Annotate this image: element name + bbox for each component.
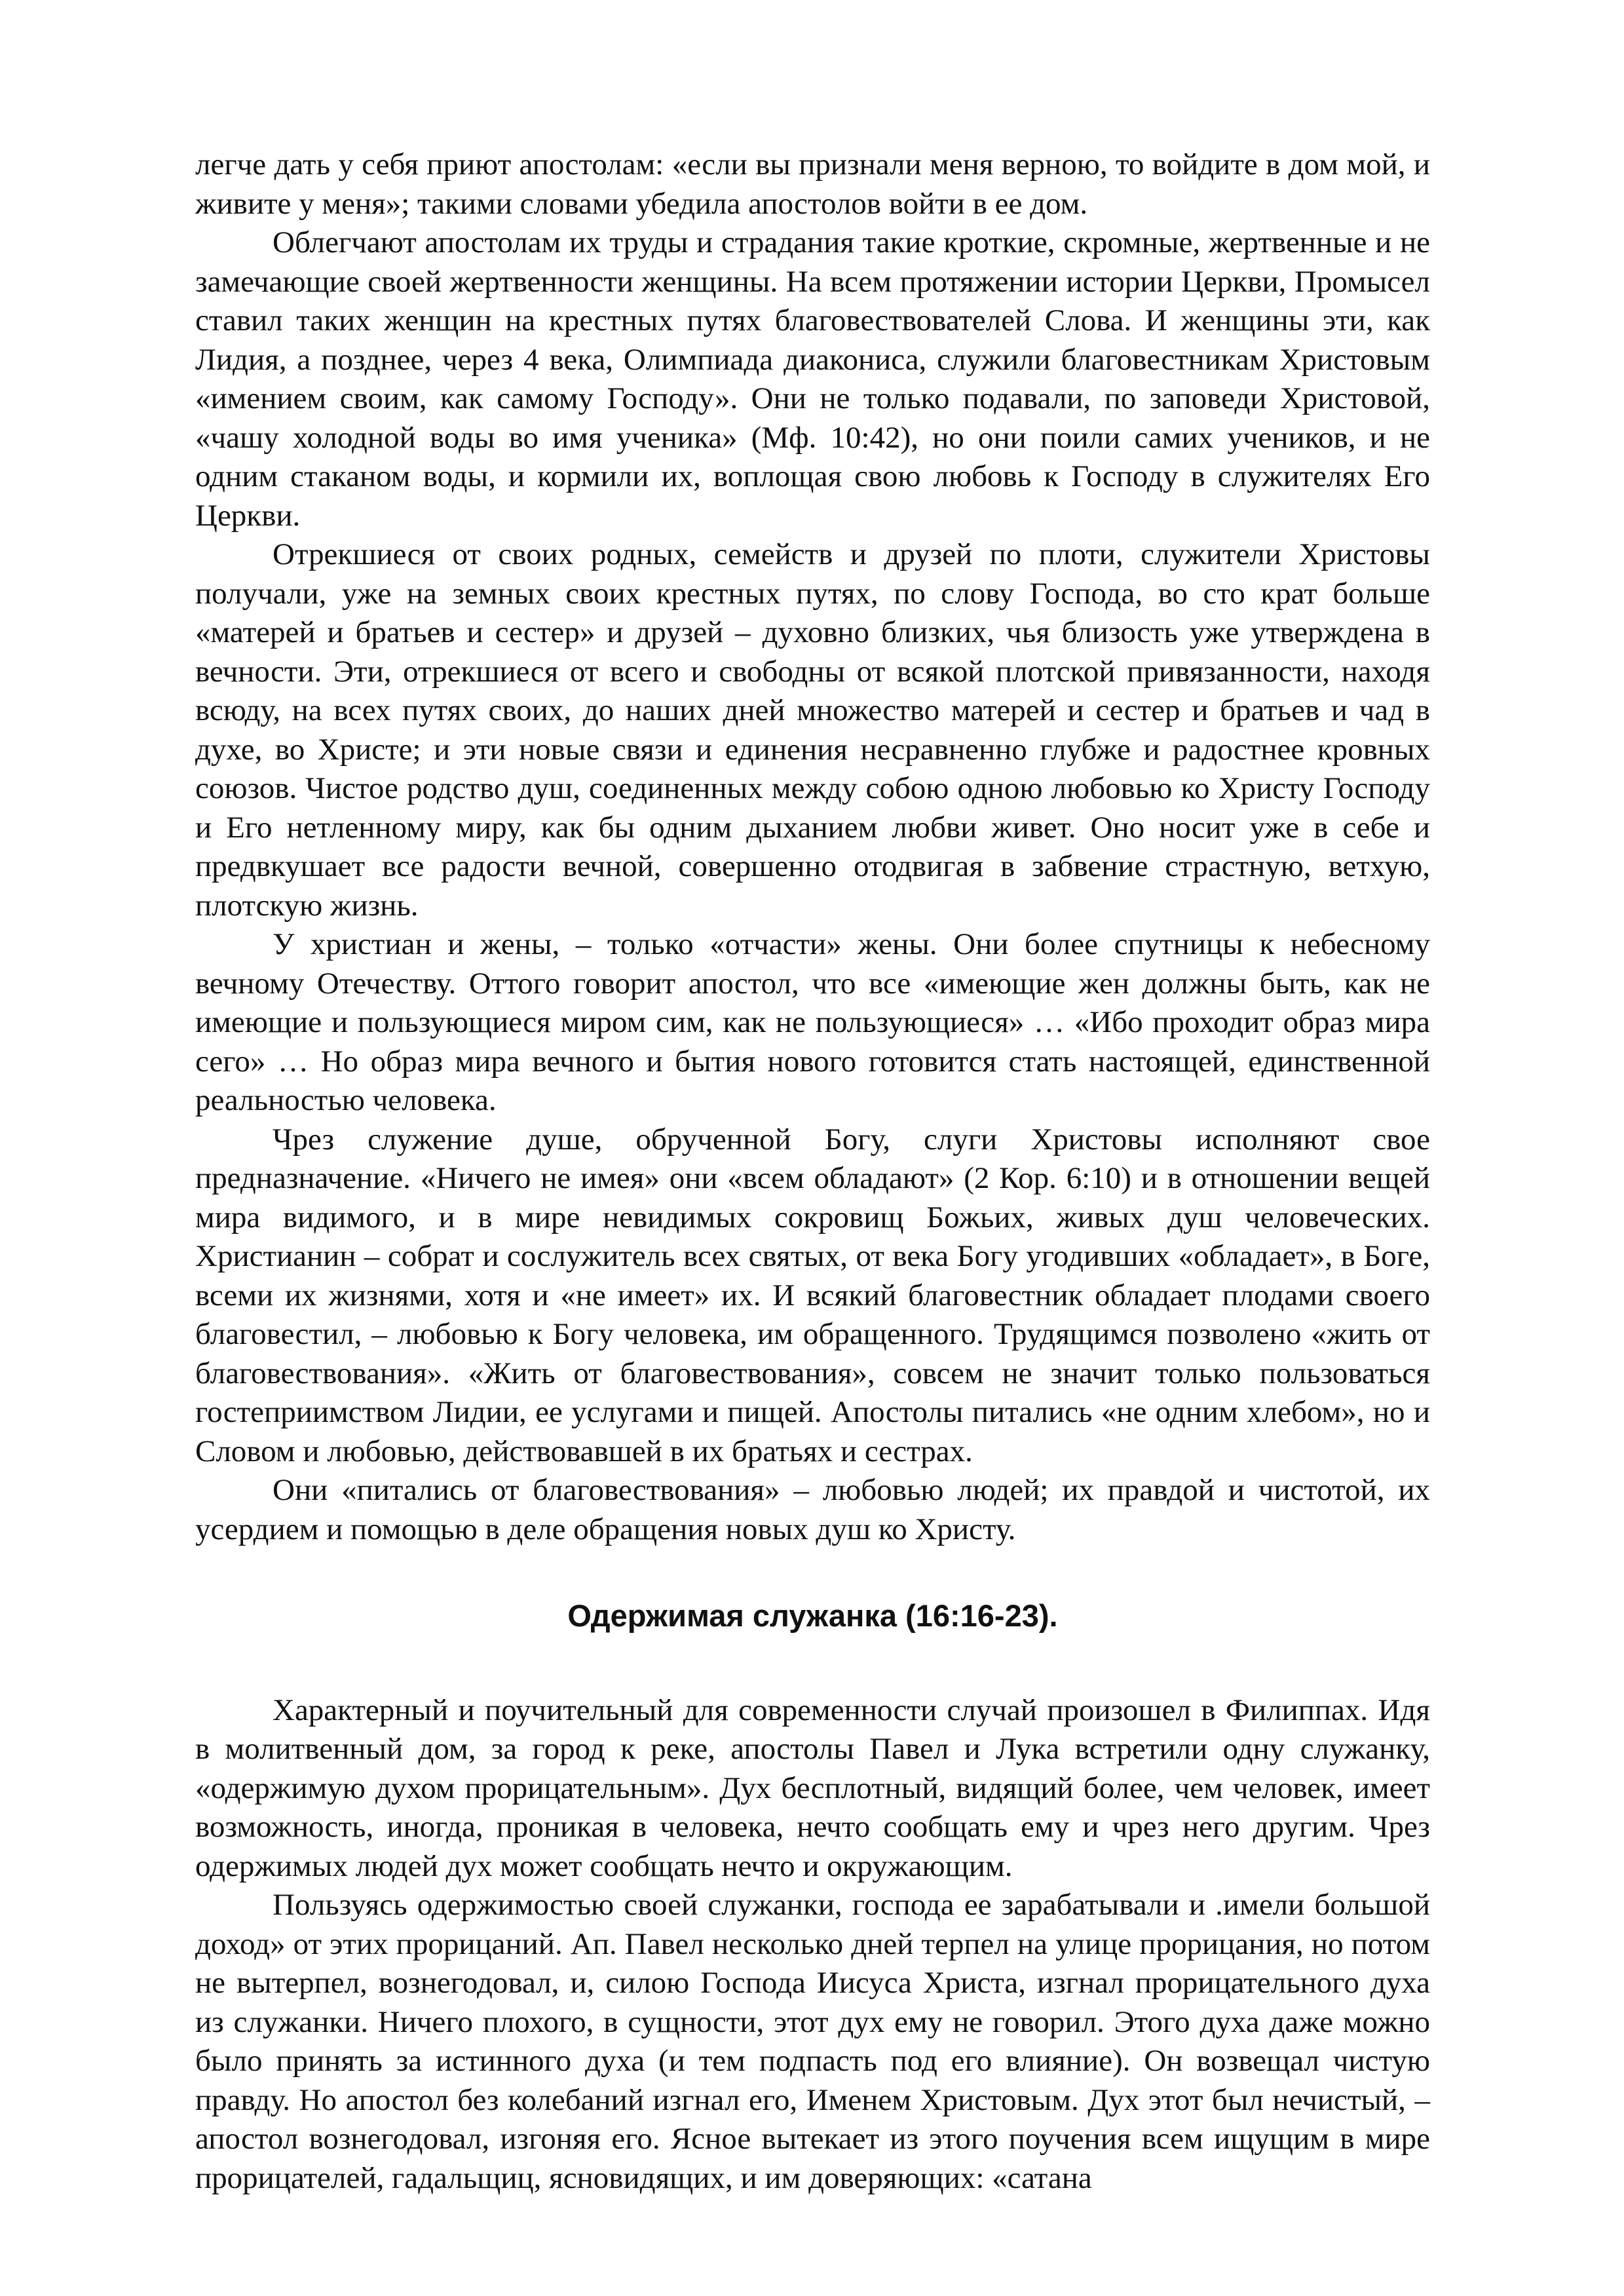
paragraph: Пользуясь одержимостью своей служанки, господа ее зарабатывали и .имели большой доход» от этих прорицаний. Ап. Павел несколько дней терпел на улице прорицания, но потом не вытерпел, вознегодовал, и, силою Господа Иисуса Христа, изгнал прорицательного духа из служанки. Ничего плохого, в сущности, этот дух ему не говорил. Этого духа даже можно было принять за истинного духа (и тем подпасть под его влияние). Он возвещал чистую правду. Но апостол без колебаний изгнал его, Именем Христовым. Дух этот был нечистый, – апостол вознегодовал, изгоняя его. Ясное вытекает из этого поучения всем ищущим в мире прорицателей, гадальщиц, ясновидящих, и им доверяющих: «сатана bbox=[195, 1888, 1430, 2195]
paragraph: Характерный и поучительный для современности случай произошел в Филиппах. Идя в молитвенный дом, за город к реке, апостолы Павел и Лука встретили одну служанку, «одержимую духом прорицательным». Дух бесплотный, видящий более, чем человек, имеет возможность, иногда, проникая в человека, нечто сообщать ему и чрез него другим. Чрез одержимых людей дух может сообщать нечто и окружающим. bbox=[195, 1693, 1430, 1883]
paragraph: У христиан и жены, – только «отчасти» жены. Они более спутницы к небесному вечному Отечеству. Оттого говорит апостол, что все «имеющие жен должны быть, как не имеющие и пользующиеся миром сим, как не пользующиеся» … «Ибо проходит образ мира сего» … Но образ мира вечного и бытия нового готовится стать настоящей, единственной реальностью человека. bbox=[195, 927, 1430, 1117]
paragraph: Отрекшиеся от своих родных, семейств и друзей по плоти, служители Христовы получали, уже на земных своих крестных путях, по слову Господа, во сто крат больше «матерей и братьев и сестер» и друзей – духовно близких, чья близость уже утверждена в вечности. Эти, отрекшиеся от всего и свободны от всякой плотской привязанности, находя всюду, на всех путях своих, до наших дней множество матерей и сестер и братьев и чад в духе, во Христе; и эти новые связи и единения несравненно глубже и радостнее кровных союзов. Чистое родство душ, соединенных между собою одною любовью ко Христу Господу и Его нетленному миру, как бы одним дыханием любви живет. Оно носит уже в себе и предвкушает все радости вечной, совершенно отодвигая в забвение страстную, ветхую, плотскую жизнь. bbox=[195, 537, 1430, 923]
paragraph: Чрез служение душе, обрученной Богу, слуги Христовы исполняют свое предназначение. «Ничего не имея» они «всем обладают» (2 Кор. 6:10) и в отношении вещей мира видимого, и в мире невидимых сокровищ Божьих, живых душ человеческих. Христианин – собрат и сослужитель всех святых, от века Богу угодивших «обладает», в Боге, всеми их жизнями, хотя и «не имеет» их. И всякий благовестник обладает плодами своего благовестил, – любовью к Богу человека, им обращенного. Трудящимся позволено «жить от благовествования». «Жить от благовествования», совсем не значит только пользоваться гостеприимством Лидии, ее услугами и пищей. Апостолы питались «не одним хлебом», но и Словом и любовью, действовавшей в их братьях и сестрах. bbox=[195, 1122, 1430, 1468]
section-heading: Одержимая служанка (16:16-23). bbox=[567, 1598, 1058, 1633]
paragraph-continuation: легче дать у себя приют апостолам: «если вы признали меня верною, то войдите в дом мой, и живите у меня»; такими словами убедила апостолов войти в ее дом. bbox=[195, 147, 1430, 221]
paragraph: Облегчают апостолам их труды и страдания такие кроткие, скромные, жертвенные и не замечающие своей жертвенности женщины. На всем протяжении истории Церкви, Промысел ставил таких женщин на крестных путях благовествователей Слова. И женщины эти, как Лидия, а позднее, через 4 века, Олимпиада диакониса, служили благовестникам Христовым «имением своим, как самому Господу». Они не только подавали, по заповеди Христовой, «чашу холодной воды во имя ученика» (Мф. 10:42), но они поили самих учеников, и не одним стаканом воды, и кормили их, воплощая свою любовь к Господу в служителях Его Церкви. bbox=[195, 225, 1430, 533]
document-page bbox=[195, 145, 1430, 2198]
paragraph: Они «питались от благовествования» – любовью людей; их правдой и чистотой, их усердием и помощью в деле обращения новых душ ко Христу. bbox=[195, 1473, 1430, 1546]
